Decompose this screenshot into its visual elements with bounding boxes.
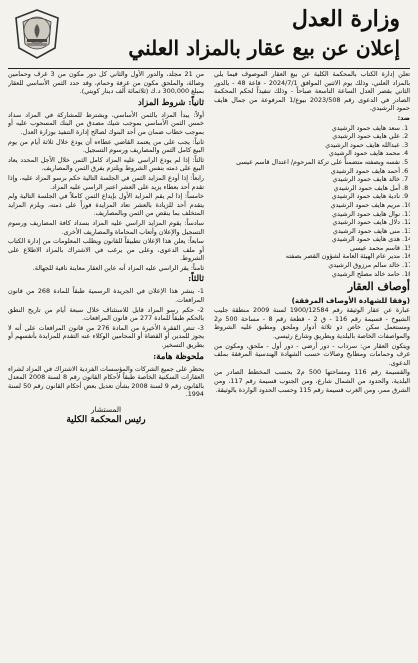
signature-name: رئيس المحكمة الكلية — [66, 415, 146, 425]
intro-paragraph: تعلن إدارة الكتاب بالمحكمة الكلية عن بيع العقار الموصوف فيما يلي بالمزاد العلني، وذلك يوم الاثنين الموافق 2024/7/1 - قاعة 48 - بالدور الثاني بقصر العدل الساعة التاسعة صباحاً - وذلك تنفيذاً لحكم المحكمة الصادر في الدعوى رقم 2023/508 بيوع/1 المرفوعة من جمال هايف حمود الرشيدي. — [214, 70, 410, 113]
list-item: 6. أحمد هايف حمود الرشيدي — [214, 167, 400, 176]
price-paragraph: من 21 مجلد، والدور الأول والثاني كل دور مكون من 3 غرف وحمامين وصالة، والملحق مكون من غرفة وحمام، وقد حدد الثمن الأساسي للعقار بمبلغ 300,000 د.ك (ثلاثمائة ألف دينار كويتي). — [8, 70, 204, 96]
term-item: أولاً: يبدأ المزاد بالثمن الأساسي، ويشترط للمشاركة في المزاد سداد خمس الثمن الأساسي بموجب شيك مصدق من البنك المسحوب عليه أو بموجب خطاب ضمان من أحد البنوك لصالح إدارة التنفيذ بوزارة العدل. — [8, 110, 204, 136]
list-item: 12. دلال هايف حمود الرشيدي — [214, 218, 400, 227]
list-item: 11. نوال هايف حمود الرشيدي — [214, 210, 400, 219]
right-column — [214, 70, 410, 657]
list-item: 16. مدير عام الهيئة العامة لشؤون القصر بصفته — [214, 252, 400, 261]
note-item: 3- تنص الفقرة الأخيرة من المادة 276 من قانون المرافعات على أنه لا يجوز للمدين أو القضاة أو المحامين الوكلاء عنه التقدم للمزايدة بأنفسهم أو بطريق التسخير. — [8, 323, 204, 350]
note-item: 1- ينشر هذا الإعلان في الجريدة الرسمية طبقاً للمادة 268 من قانون المرافعات. — [8, 287, 204, 305]
list-item: 17. خالد سالم مرزوق الرشيدي — [214, 261, 400, 270]
important-note-text: يحظر على جميع الشركات والمؤسسات الفردية الاشتراك في المزاد لشراء العقارات السكنية الخاصة طبقاً لأحكام القانون رقم 8 لسنة 2008 المعدل بالقانون رقم 9 لسنة 2008 بشأن تعديل بعض أحكام القانون رقم 50 لسنة 1994. — [8, 364, 204, 399]
important-note-heading: ملحوظة هامة: — [153, 351, 204, 362]
signature-block — [8, 405, 204, 425]
list-item: 4. محمد هايف حمود الرشيدي — [214, 149, 400, 158]
property-description-text: عبارة عن عقار الوثيقة رقم 1900/12584 لسنة 2009 منطقة جليب الشيوخ - قسيمة رقم 116 - ق 2 - قطعة رقم 8 - مساحة 500 م2 ومستعمل سكن خاص ذو ثلاثة أدوار وملحق ومطبق عليه الشروط والمواصفات الخاصة بالبلدية وبطريق وشارع رئيسي. — [214, 306, 410, 341]
note-item: 2- حكم رسو المزاد قابل للاستئناف خلال سبعة أيام من تاريخ النطق بالحكم طبقاً للمادة 277 من قانون المرافعات. — [8, 305, 204, 323]
list-item: 10. مريم هايف حمود الرشيدي — [214, 201, 400, 210]
left-column — [8, 70, 204, 657]
property-description-subheading: (وفقا للشهادة الأوصاف المرفقة) — [291, 296, 410, 306]
page-header — [8, 6, 410, 69]
against-label: ضد: — [397, 113, 410, 122]
list-item: 9. نادية هايف حمود الرشيدي — [214, 192, 400, 201]
term-item: سادساً: يقوم المزايد الراسي عليه المزاد بسداد كافة المصاريف ورسوم التسجيل والإعلان وأتعاب المحاماة والمصاريف الأخرى. — [8, 218, 204, 236]
term-item: سابعاً: يعلن هذا الإعلان تطبيقاً للقانون ويطلب المعلومات من إدارة الكتاب أو ملف الدعوى، وعلى من يرغب في الاشتراك بالمزاد الاطلاع على الشروط. — [8, 237, 204, 263]
property-description-heading: أوصاف العقار — [347, 280, 410, 294]
notes-heading: ثالثاً: — [188, 274, 204, 285]
announcement-title: إعلان عن بيع عقار بالمزاد العلني — [128, 36, 400, 60]
list-item: 15. قاسم محمد عيسى — [214, 244, 400, 253]
defendants-list — [214, 124, 410, 279]
list-item: 14. هدى هايف حمود الرشيدي — [214, 235, 400, 244]
list-item: 1. سعد هايف حمود الرشيدي — [214, 124, 400, 133]
list-item: 3. عبدالله هايف حمود الرشيدي — [214, 141, 400, 150]
term-item: ثانياً: يجب على من يعتمد القاضي عطاءه أن يودع خلال ثلاثة أيام من يوم البيع كامل الثمن والمصاريف ورسوم التسجيل. — [8, 137, 204, 155]
list-item: 2. علي هايف حمود الرشيدي — [214, 132, 400, 141]
property-areas-text: والقسيمة رقم 116 ومساحتها 500 م2 بحسب المخطط الصادر من البلدية، والحدود من الشمال شارع، ومن الجنوب قسيمة رقم 117، ومن الشرق ممر، ومن الغرب قسيمة رقم 115 وحسب الحدود الواردة بالوثيقة. — [214, 368, 410, 394]
list-item: 5. نفسه وبصفته متضمناً على تركة المرحوم/ اعتدال قاسم عيسى — [214, 158, 400, 167]
term-item: رابعاً: إذا أودع المزايد الثمن في الجلسة التالية حكم برسو المزاد عليه، وإذا تقدم أحد بعطاء يزيد على العشر اعتبر الراسي عليه المزاد. — [8, 173, 204, 191]
term-item: ثامناً: يقر الراسي عليه المزاد أنه عاين العقار معاينة نافية للجهالة. — [32, 263, 204, 272]
body-columns — [8, 70, 410, 657]
property-parts-text: ويتكون العقار من: سرداب - دور أرضي - دور أول - ملحق، ومكون من غرف وحمامات ومطابخ وصالات حسب الشهادة الهندسية المرفقة بملف الدعوى. — [214, 341, 410, 367]
list-item: 13. منى هايف حمود الرشيدي — [214, 227, 400, 236]
kuwait-emblem-icon — [12, 8, 62, 60]
term-item: خامساً: إذا لم يقم المزايد الأول بإيداع الثمن كاملاً في الجلسة التالية ولم يتقدم أحد للزيادة بالعشر تعاد المزايدة فوراً على ذمته، ويلزم المزايد المتخلف بما ينقص من الثمن وبالمصاريف. — [8, 192, 204, 218]
auction-terms-heading: ثانياً: شروط المزاد — [137, 97, 204, 108]
ministry-title: وزارة العدل — [291, 6, 400, 32]
list-item: 8. أمل هايف حمود الرشيدي — [214, 184, 400, 193]
signature-role: المستشار — [90, 405, 122, 414]
list-item: 18. حامد خالد مصلح الرشيدي — [214, 270, 400, 279]
term-item: ثالثاً: إذا لم يودع الراسي عليه المزاد كامل الثمن خلال الأجل المحدد يعاد البيع على ذمته بنفس الشروط ويلتزم بفرق الثمن والمصاريف. — [8, 155, 204, 173]
list-item: 7. خالد هايف حمود الرشيدي — [214, 175, 400, 184]
